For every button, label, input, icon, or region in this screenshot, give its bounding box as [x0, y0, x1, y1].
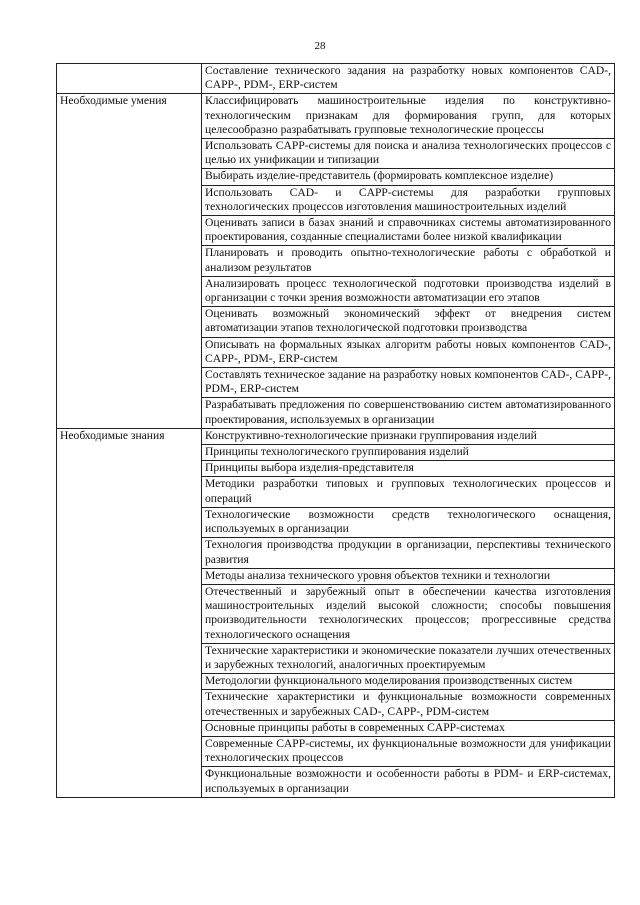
table-cell: Методологии функционального моделирования производственных систем — [202, 674, 615, 690]
table-cell: Оценивать возможный экономический эффект от внедрения систем автоматизации этапов технологической подготовки производства — [202, 307, 615, 337]
table-cell: Методики разработки типовых и групповых технологических процессов и операций — [202, 477, 615, 507]
table-row — [57, 94, 615, 139]
table-cell: Использовать CAPP-системы для поиска и анализа технологических процессов с целью их унификации и типизации — [202, 139, 615, 169]
table-cell: Основные принципы работы в современных CAPP-системах — [202, 720, 615, 736]
page-number: 28 — [314, 40, 326, 52]
table-cell: Технические характеристики и экономические показатели лучших отечественных и зарубежных технологий, аналогичных проектируемым — [202, 643, 615, 673]
table-cell: Выбирать изделие-представитель (формировать комплексное изделие) — [202, 169, 615, 185]
table-cell: Классифицировать машиностроительные изделия по конструктивно-технологическим признакам для формирования групп, для которых целесообразно разрабатывать групповые технологические процессы — [202, 94, 615, 139]
table-row — [57, 428, 615, 444]
table-cell: Оценивать записи в базах знаний и справочниках системы автоматизированного проектирования, созданные специалистами более низкой квалификации — [202, 216, 615, 246]
table-cell: Разрабатывать предложения по совершенствованию систем автоматизированного проектирования, используемых в организации — [202, 398, 615, 428]
empty-label-cell — [57, 64, 202, 94]
skills-label: Необходимые умения — [57, 94, 202, 428]
table-cell: Планировать и проводить опытно-технологические работы с обработкой и анализом результатов — [202, 246, 615, 276]
table-cell: Отечественный и зарубежный опыт в обеспечении качества изготовления машиностроительных изделий высокой сложности; способы повышения производительности технологических процессов; прогрессивные средства технологического оснащения — [202, 584, 615, 643]
table-row — [57, 64, 615, 94]
knowledge-label: Необходимые знания — [57, 428, 202, 797]
table-cell: Методы анализа технического уровня объектов техники и технологии — [202, 568, 615, 584]
table-cell: Технология производства продукции в организации, перспективы технического развития — [202, 538, 615, 568]
table-cell: Современные CAPP-системы, их функциональные возможности для унификации технологических процессов — [202, 736, 615, 766]
table-cell: Анализировать процесс технологической подготовки производства изделий в организации с точки зрения возможности автоматизации его этапов — [202, 276, 615, 306]
table-cell: Составление технического задания на разработку новых компонентов CAD-, CAPP-, PDM-, ERP-систем — [202, 64, 615, 94]
table-cell: Использовать CAD- и CAPP-системы для разработки групповых технологических процессов изготовления машиностроительных изделий — [202, 185, 615, 215]
table-cell: Принципы выбора изделия-представителя — [202, 461, 615, 477]
table-cell: Описывать на формальных языках алгоритм работы новых компонентов CAD-, CAPP-, PDM-, ERP-систем — [202, 337, 615, 367]
table-cell: Функциональные возможности и особенности работы в PDM- и ERP-системах, используемых в организации — [202, 767, 615, 797]
table-cell: Принципы технологического группирования изделий — [202, 445, 615, 461]
table-cell: Технологические возможности средств технологического оснащения, используемых в организации — [202, 507, 615, 537]
table-cell: Конструктивно-технологические признаки группирования изделий — [202, 428, 615, 444]
table-cell: Составлять техническое задание на разработку новых компонентов CAD-, CAPP-, PDM-, ERP-систем — [202, 368, 615, 398]
table-cell: Технические характеристики и функциональные возможности современных отечественных и зарубежных CAD-, CAPP-, PDM-систем — [202, 690, 615, 720]
requirements-table — [56, 63, 615, 798]
